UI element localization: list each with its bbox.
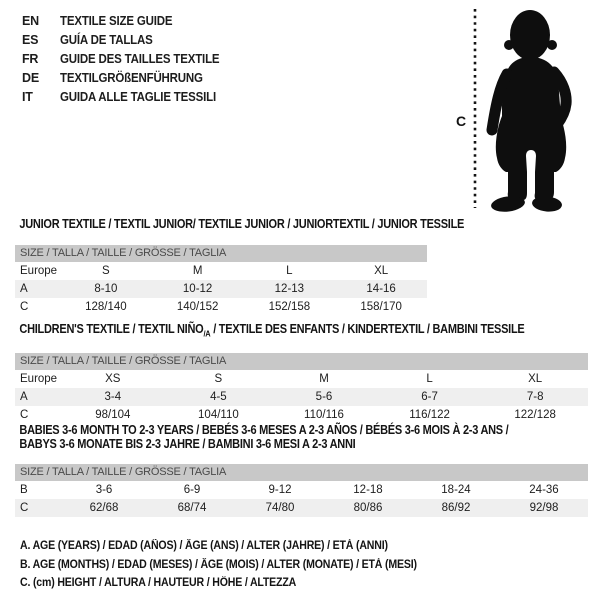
table-cell: 5-6 <box>315 391 333 403</box>
size-header-bar: SIZE / TALLA / TAILLE / GRÖSSE / TAGLIA <box>15 464 588 481</box>
section-heading: JUNIOR TEXTILE / TEXTIL JUNIOR/ TEXTILE JUNIOR / JUNIORTEXTIL / JUNIOR TESSILE <box>19 217 465 231</box>
table-cell: 68/74 <box>177 502 207 514</box>
table-cell: 116/122 <box>409 409 450 421</box>
table-cell: 10-12 <box>182 282 213 295</box>
table-cell: 74/80 <box>265 502 295 514</box>
language-title: GUIDE DES TAILLES TEXTILE <box>60 52 220 66</box>
language-code: FR <box>22 52 39 66</box>
table-cell: 98/104 <box>95 409 131 421</box>
table-cell: 12-18 <box>353 484 383 496</box>
table-cell: 140/152 <box>176 300 219 313</box>
language-code: IT <box>22 90 33 104</box>
table-cell: L <box>286 264 293 277</box>
table-row-label: B <box>20 484 28 496</box>
table-cell: 14-16 <box>366 282 396 295</box>
table-row <box>15 499 588 517</box>
table-row-label: Europe <box>20 264 58 277</box>
table-cell: 92/98 <box>529 502 559 514</box>
table-cell: 3-4 <box>104 391 122 403</box>
table-cell: 18-24 <box>441 484 471 496</box>
heading-part: / TEXTILE DES ENFANTS / KINDERTEXTIL / BAMBINI TESSILE <box>210 322 525 336</box>
table-row <box>15 481 588 499</box>
size-section-babies <box>15 424 588 517</box>
table-row-label: A <box>20 282 28 295</box>
table-cell: S <box>102 264 110 277</box>
language-title: TEXTILE SIZE GUIDE <box>60 14 173 28</box>
table-cell: S <box>214 373 223 385</box>
size-table <box>15 370 594 424</box>
language-code: DE <box>22 71 39 85</box>
table-row <box>15 280 427 298</box>
table-cell: 128/140 <box>85 300 127 313</box>
language-title: GUÍA DE TALLAS <box>60 33 153 47</box>
size-header-bar: SIZE / TALLA / TAILLE / GRÖSSE / TAGLIA <box>15 353 588 370</box>
table-cell: 8-10 <box>94 282 118 295</box>
table-cell: 152/158 <box>268 300 311 313</box>
language-title: GUIDA ALLE TAGLIE TESSILI <box>60 90 216 104</box>
size-section-children <box>15 323 594 424</box>
language-title: TEXTILGRÖßENFÜHRUNG <box>60 71 203 85</box>
table-cell: M <box>319 373 329 385</box>
table-cell: XS <box>105 373 121 385</box>
height-ref-label: C <box>456 113 467 129</box>
table-row-label: C <box>20 409 29 421</box>
footnote: A. AGE (YEARS) / EDAD (AÑOS) / ÂGE (ANS) / ALTER (JAHRE) / ETÀ (ANNI) <box>20 540 388 552</box>
table-row <box>15 406 588 424</box>
table-cell: L <box>426 373 433 385</box>
table-cell: 104/110 <box>198 409 239 421</box>
table-cell: 3-6 <box>95 484 113 496</box>
section-heading <box>15 323 524 341</box>
size-tables-area <box>15 0 600 600</box>
language-code: EN <box>22 14 39 28</box>
heading-part: CHILDREN'S TEXTILE / TEXTIL NIÑO <box>19 322 204 336</box>
table-cell: 80/86 <box>353 502 383 514</box>
table-row-label: C <box>20 300 29 313</box>
table-cell: 12-13 <box>274 282 305 295</box>
section-heading <box>15 424 519 451</box>
table-cell: 122/128 <box>514 409 556 421</box>
heading-line: BABIES 3-6 MONTH TO 2-3 YEARS / BEBÉS 3-6 MESES A 2-3 AÑOS / BÉBÉS 3-6 MOIS À 2-3 ANS / <box>19 423 509 437</box>
table-row-label: A <box>20 391 28 403</box>
table-cell: 9-12 <box>268 484 292 496</box>
table-row-label: Europe <box>20 373 58 385</box>
table-cell: 6-9 <box>183 484 201 496</box>
table-cell: 4-5 <box>210 391 227 403</box>
table-cell: 6-7 <box>421 391 438 403</box>
table-row <box>15 298 427 316</box>
size-table <box>15 481 588 517</box>
table-cell: M <box>192 264 203 277</box>
table-cell: XL <box>528 373 543 385</box>
table-row-label: C <box>20 502 29 514</box>
table-cell: 158/170 <box>360 300 402 313</box>
heading-part: /A <box>203 328 211 339</box>
heading-line: BABYS 3-6 MONATE BIS 2-3 JAHRE / BAMBINI 3-6 MESI A 2-3 ANNI <box>19 436 356 451</box>
language-code: ES <box>22 33 39 47</box>
table-cell: 24-36 <box>529 484 559 496</box>
table-cell: 110/116 <box>304 409 344 421</box>
table-row <box>15 388 588 406</box>
footnote: C. (cm) HEIGHT / ALTURA / HAUTEUR / HÖHE / ALTEZZA <box>20 577 297 589</box>
table-cell: 86/92 <box>441 502 471 514</box>
size-section-junior <box>15 218 525 316</box>
size-header-bar: SIZE / TALLA / TAILLE / GRÖSSE / TAGLIA <box>15 245 427 262</box>
footnotes <box>20 537 451 593</box>
table-row <box>15 262 427 280</box>
footnote: B. AGE (MONTHS) / EDAD (MESES) / ÂGE (MOIS) / ALTER (MONATE) / ETÀ (MESI) <box>20 558 417 571</box>
table-cell: 7-8 <box>526 391 544 403</box>
table-cell: XL <box>374 264 389 277</box>
table-cell: 62/68 <box>89 502 119 514</box>
table-row <box>15 370 588 388</box>
size-table <box>15 262 525 316</box>
